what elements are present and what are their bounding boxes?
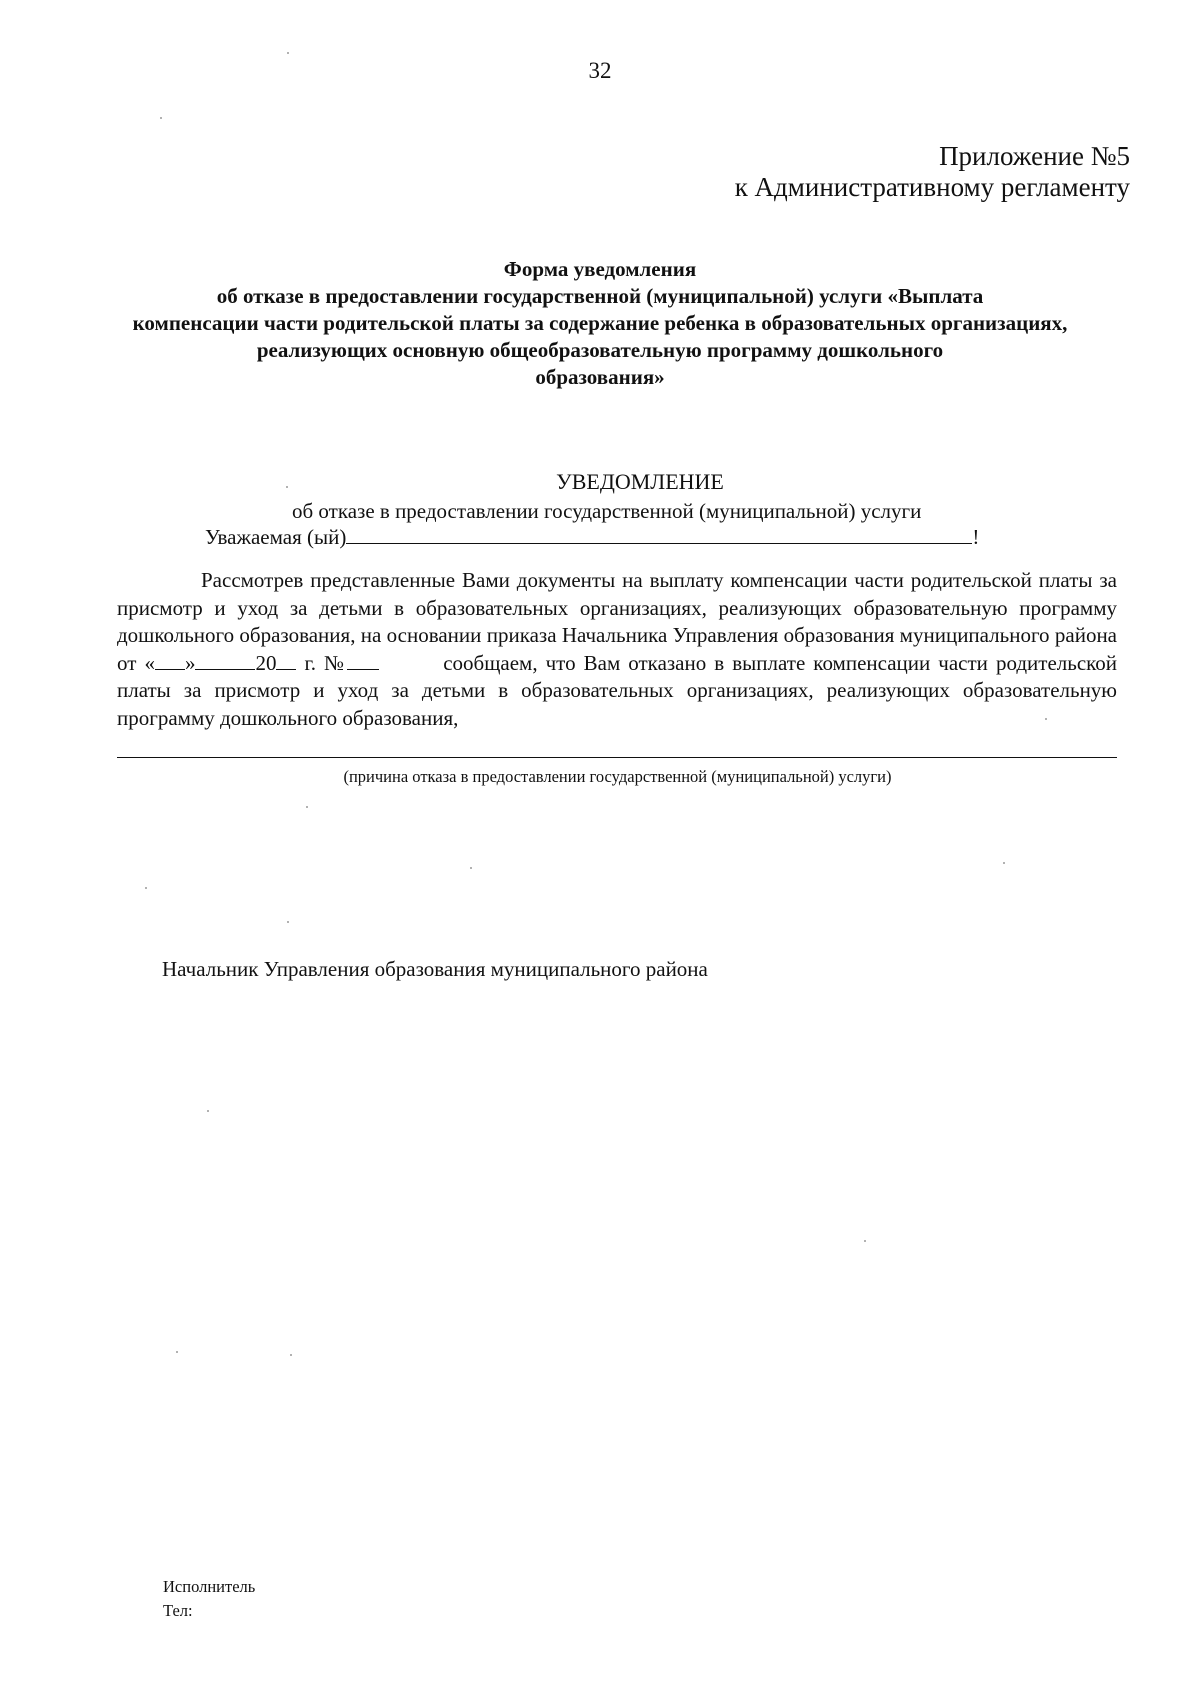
scan-speck	[470, 867, 472, 869]
appendix-number: Приложение №5	[939, 141, 1130, 171]
body-paragraph	[117, 567, 1117, 732]
page-number: 32	[588, 58, 612, 83]
scan-speck	[864, 1240, 866, 1242]
scan-speck	[145, 887, 147, 889]
reason-caption: (причина отказа в предоставлении государственной (муниципальной) услуги)	[343, 767, 892, 786]
month-blank	[195, 651, 255, 670]
salutation-label: Уважаемая (ый)	[205, 525, 347, 549]
scan-speck	[286, 486, 288, 488]
recipient-name-blank	[346, 523, 972, 544]
year-blank	[276, 651, 296, 670]
scan-speck	[290, 1354, 292, 1356]
scan-speck	[287, 921, 289, 923]
form-title	[60, 256, 1140, 391]
appendix-heading	[735, 141, 1130, 203]
form-title-line: образования»	[535, 365, 665, 389]
head-signature: Начальник Управления образования муниципального района	[162, 957, 708, 981]
body-text-part: Рассмотрев представленные Вами документы на выплату компенсации части родительской платы за присмотр и уход за детьми в образовательных организациях, реализующих образовательную программу дошкольного образования, на основании приказа Начальника Управления образования муниципального района от «	[117, 568, 1117, 675]
day-blank	[155, 651, 185, 670]
appendix-reference: к Административному регламенту	[734, 172, 1130, 202]
reason-blank-line	[117, 757, 1117, 758]
body-text-part: »	[184, 650, 196, 675]
form-title-line: компенсации части родительской платы за содержание ребенка в образовательных организациях,	[132, 311, 1068, 335]
scan-speck	[1045, 718, 1047, 720]
executor-block	[163, 1575, 255, 1623]
phone-label: Тел:	[163, 1601, 193, 1620]
scan-speck	[160, 117, 162, 119]
salutation-exclamation: !	[972, 525, 980, 549]
executor-label: Исполнитель	[163, 1577, 256, 1596]
order-number-blank	[347, 651, 379, 670]
body-text-part: сообщаем, что Вам отказано в выплате компенсации части родительской платы за присмотр и уход за детьми в образовательных организациях, реализующих образовательную программу дошкольного образования,	[117, 650, 1118, 730]
notice-body	[117, 567, 1117, 732]
notice-subtitle: об отказе в предоставлении государственной (муниципальной) услуги	[292, 499, 922, 523]
form-title-line: реализующих основную общеобразовательную программу дошкольного	[256, 338, 944, 362]
scan-speck	[207, 1110, 209, 1112]
notice-title: УВЕДОМЛЕНИЕ	[556, 469, 724, 494]
form-title-line: об отказе в предоставлении государственной (муниципальной) услуги «Выплата	[216, 284, 984, 308]
form-title-line: Форма уведомления	[503, 257, 697, 281]
scan-speck	[306, 806, 308, 808]
scan-speck	[1003, 862, 1005, 864]
body-text-part: г. №	[296, 650, 347, 675]
body-text-part: 20	[255, 650, 277, 675]
scan-speck	[287, 52, 289, 54]
scan-speck	[176, 1351, 178, 1353]
salutation	[205, 523, 979, 550]
